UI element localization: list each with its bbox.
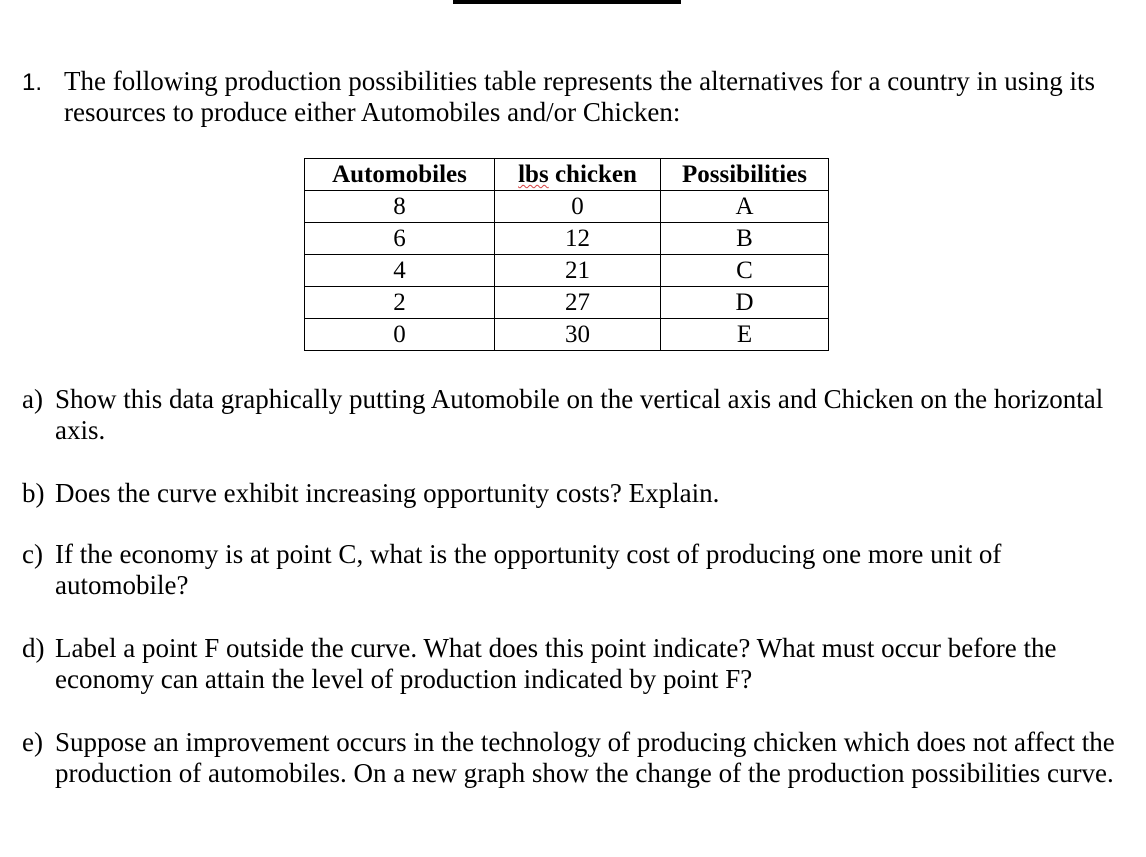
cell-chicken: 27: [495, 287, 661, 319]
table-row: [305, 319, 829, 351]
spellcheck-word: lbs: [518, 161, 549, 188]
part-b-text: Does the curve exhibit increasing opportunity costs? Explain.: [55, 478, 720, 508]
part-d-text: Label a point F outside the curve. What does this point indicate? What must occur before the economy can attain the level of production indicated by point F?: [55, 633, 1057, 694]
table-header-row: [305, 159, 829, 191]
top-divider: [453, 0, 681, 4]
part-b: [22, 478, 1122, 509]
cell-automobiles: 8: [305, 191, 495, 223]
cell-chicken: 21: [495, 255, 661, 287]
part-a: [22, 384, 1122, 446]
cell-automobiles: 4: [305, 255, 495, 287]
production-possibilities-table: [304, 158, 829, 351]
part-a-text: Show this data graphically putting Automobile on the vertical axis and Chicken on the horizontal axis.: [55, 384, 1104, 445]
part-c-label: c): [22, 539, 43, 569]
table-row: [305, 191, 829, 223]
question-number: 1.: [22, 69, 43, 96]
part-b-label: b): [22, 478, 45, 508]
part-e-text: Suppose an improvement occurs in the technology of producing chicken which does not affect the production of automobiles. On a new graph show the change of the production possibilities curve.: [55, 727, 1115, 788]
part-e-label: e): [22, 727, 43, 757]
cell-automobiles: 0: [305, 319, 495, 351]
part-d: [22, 633, 1122, 695]
part-a-label: a): [22, 384, 43, 414]
cell-automobiles: 2: [305, 287, 495, 319]
table-row: [305, 255, 829, 287]
cell-chicken: 12: [495, 223, 661, 255]
cell-possibility: B: [661, 223, 829, 255]
cell-chicken: 0: [495, 191, 661, 223]
part-c-text: If the economy is at point C, what is the opportunity cost of producing one more unit of automobile?: [55, 539, 1002, 600]
part-c: [22, 539, 1122, 601]
cell-chicken: 30: [495, 319, 661, 351]
table-row: [305, 287, 829, 319]
part-e: [22, 727, 1122, 789]
part-d-label: d): [22, 633, 45, 663]
table-row: [305, 223, 829, 255]
cell-possibility: D: [661, 287, 829, 319]
header-chicken-suffix: chicken: [548, 161, 637, 188]
cell-possibility: E: [661, 319, 829, 351]
cell-automobiles: 6: [305, 223, 495, 255]
header-chicken: [495, 159, 661, 191]
header-automobiles: Automobiles: [305, 159, 495, 191]
cell-possibility: C: [661, 255, 829, 287]
question-intro: The following production possibilities table represents the alternatives for a country in using its resources to produce either Automobiles and/or Chicken:: [64, 66, 1096, 127]
cell-possibility: A: [661, 191, 829, 223]
header-possibilities: Possibilities: [661, 159, 829, 191]
